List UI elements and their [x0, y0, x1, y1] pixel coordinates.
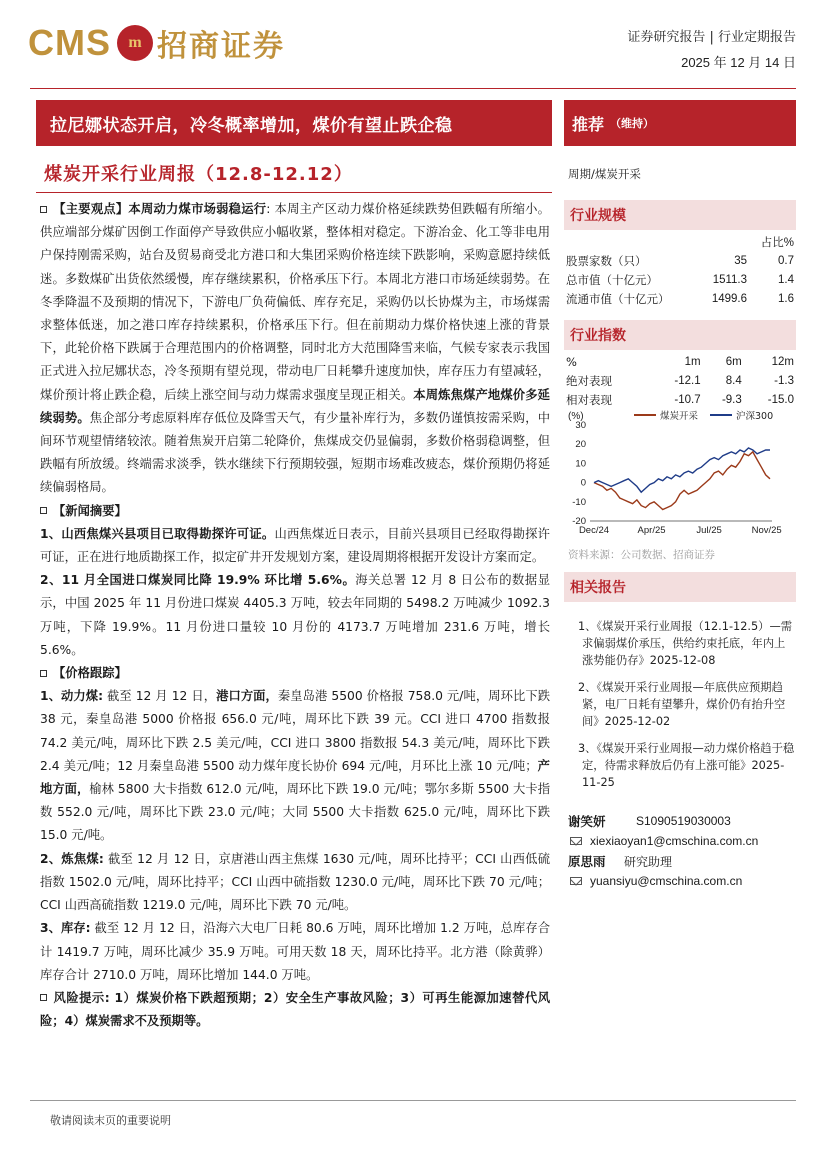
analyst-email[interactable]: yuansiyu@cmschina.com.cn [590, 874, 743, 888]
y-tick-label: -20 [572, 516, 586, 527]
risk-paragraph [40, 987, 550, 1033]
table-header-row [564, 352, 796, 371]
table-header-cell: 6m [725, 355, 742, 368]
table-cell: -9.3 [721, 393, 742, 406]
checkbox-bullet-icon [40, 670, 47, 677]
table-cell: 流通市值（十亿元） [566, 291, 670, 306]
reports-section-title: 相关报告 [564, 572, 796, 602]
table-cell: 1499.6 [711, 292, 748, 305]
main-view-paragraph [40, 198, 550, 500]
index-chart [564, 409, 796, 545]
chart-source: 资料来源：公司数据、招商证券 [568, 549, 715, 561]
chart-unit-label: (%) [568, 411, 584, 422]
checkbox-bullet-icon [40, 507, 47, 514]
section-label: 风险提示: [53, 990, 110, 1005]
index-section-title: 行业指数 [564, 320, 796, 350]
analyst-email-row [568, 871, 796, 891]
section-label: 【主要观点】 [53, 202, 129, 216]
price-item-2 [40, 848, 550, 918]
paragraph-text: 秦皇岛港 5500 价格报 758.0 元/吨，周环比下跌 38 元，秦皇岛港 5000 价格报 656.0 元/吨，周环比下跌 39 元。CCI 进口 4700 指数报 74.2 美元/吨，周环比下跌 2.5 美元/吨，CCI 进口 3800 指数报 54.3 美元/吨，周环比下跌 2.4 美元/吨；12 月秦皇岛港 5500 动力煤年度长协价 694 元/吨，月环比上涨 10 元/吨； [40, 689, 550, 773]
legend-label: 沪深300 [736, 411, 774, 422]
page-header [0, 0, 826, 88]
x-tick-label: Jul/25 [696, 525, 722, 536]
table-header-row [564, 232, 796, 251]
news-item-1 [40, 523, 550, 569]
x-tick-label: Dec/24 [578, 525, 610, 536]
paragraph-text: 截至 12 月 12 日， [103, 689, 217, 704]
paragraph-text: 截至 12 月 12 日，京唐港山西主焦煤 1630 元/吨，周环比持平；CCI 山西低硫指数 1502.0 元/吨，周环比持平；CCI 山西中硫指数 1230.0 元/吨，周环比下跌 70 元/吨；CCI 山西高硫指数 1219.0 元/吨，周环比下跌 70 元/吨。 [40, 851, 550, 913]
report-date: 2025 年 12 月 14 日 [681, 55, 796, 70]
analyst-row [568, 811, 796, 831]
logo-chinese: 招商证券 [157, 29, 285, 64]
table-cell: 0.7 [778, 254, 794, 267]
related-reports [564, 618, 796, 791]
analyst-email[interactable]: xiexiaoyan1@cmschina.com.cn [590, 834, 759, 848]
index-table [564, 352, 796, 409]
news-heading [40, 500, 550, 523]
paragraph-text: 山西焦煤近日表示，目前兴县项目已经取得勘探许可证，正在进行地质勘探工作，拟定矿井开发规划方案，建设周期将根据开发设计方案而定。 [40, 526, 550, 565]
section-label: 【新闻摘要】 [53, 503, 127, 518]
analyst-id: S1090519030003 [636, 814, 731, 828]
logo-badge-icon: m [117, 25, 153, 61]
table-cell: -10.7 [674, 393, 701, 406]
paragraph-text: : 本周主产区动力煤价格延续跌势但跌幅有所缩小。供应端部分煤矿因倒工作面停产导致供应小幅收紧，整体相对稳定。下游冶金、化工等非电用户保持刚需采购，站台及贸易商受北方港口和大集团采购价格连续下跌影响，采购意愿持续低迷。多数煤矿出货依然缓慢，库存继续累积，价格承压下行。本周北方港口市场延续弱势。在冬季降温不及预期的情况下，下游电厂负荷偏低、库存充足，采购仍以长协煤为主，市场煤需求整体低迷，加之港口库存持续累积，价格承压下行。但在前期动力煤价格快速上涨的背景下，此轮价格下跌属于合理范围内的价格调整，同时北方大范围降雪来临，气候专家表示我国正式进入拉尼娜状态，冷冬预期有望兑现，带动电厂日耗攀升速度加快，库存压力有望减轻，煤价预计将止跌企稳，后续上涨空间与动力煤需求强度呈现正相关。 [40, 202, 550, 402]
y-tick-label: 10 [575, 458, 586, 470]
y-tick-label: -10 [572, 496, 586, 508]
table-cell: -12.1 [674, 374, 701, 387]
x-tick-label: Apr/25 [637, 525, 666, 536]
headline: 拉尼娜状态开启，冷冬概率增加，煤价有望止跌企稳 [36, 100, 552, 146]
y-tick-label: 30 [575, 420, 586, 431]
paragraph-text: 焦企部分考虑原料库存低位及降雪天气，有少量补库行为，多数仍谨慎按需采购，中间环节观望情绪较浓。随着焦炭开启第二轮降价，焦煤成交仍显偏弱，多数价格弱稳调整，但跌幅有所放缓。终端需求淡季，铁水继续下行预期较强，短期市场难改疲态，煤价预期仍将延续偏弱格局。 [40, 410, 550, 495]
table-row [564, 371, 796, 390]
checkbox-bullet-icon [40, 206, 47, 213]
table-cell: 相对表现 [566, 392, 612, 407]
sector-label: 周期/煤炭开采 [568, 167, 641, 181]
price-item-3 [40, 917, 550, 987]
paragraph-text: 榆林 5800 大卡指数 612.0 元/吨，周环比下跌 19.0 元/吨；鄂尔多斯 5500 大卡指数 552.0 元/吨，周环比下跌 23.0 元/吨；大同 5500 大卡指数 625.0 元/吨，周环比下跌 15.0 元/吨。 [40, 782, 550, 843]
analyst-name: 谢笑妍 [568, 814, 606, 829]
related-report-link[interactable]: 1、《煤炭开采行业周报（12.1-12.5）—需求偏弱煤价承压，供给约束托底，年内上涨势能仍存》2025-12-08 [578, 620, 793, 667]
bold-lead: 2、炼焦煤: [40, 851, 104, 866]
table-header-cell: 12m [771, 355, 794, 368]
x-tick-label: Nov/25 [751, 525, 782, 536]
analyst-name: 原思雨 [568, 854, 606, 869]
y-tick-label: 0 [580, 477, 586, 489]
table-row [564, 289, 796, 308]
price-item-1 [40, 685, 550, 847]
analyst-id: 研究助理 [624, 854, 673, 869]
logo-latin: CMS [28, 22, 111, 63]
table-cell: 35 [734, 254, 748, 267]
analyst-block [564, 811, 796, 891]
bold-lead: 本周动力煤市场弱稳运行 [128, 202, 267, 216]
bold-lead: 产地方面， [40, 758, 550, 797]
series-line [594, 452, 770, 510]
checkbox-bullet-icon [40, 994, 47, 1001]
report-type: 证券研究报告 | 行业定期报告 [627, 30, 796, 45]
rating-note: （维持） [610, 117, 655, 130]
table-header-cell: 占比% [760, 236, 794, 249]
related-report-link[interactable]: 3、《煤炭开采行业周报—动力煤价格趋于稳定，待需求释放后仍有上涨可能》2025-11-25 [578, 742, 795, 789]
table-cell: 总市值（十亿元） [566, 272, 658, 287]
bold-lead: 2、11 月全国进口煤炭同比降 19.9% 环比增 5.6%。 [40, 573, 356, 588]
rating-header [564, 100, 796, 146]
bold-lead: 1、动力煤: [40, 689, 104, 704]
bold-lead: 1、山西焦煤兴县项目已取得勘探许可证。 [40, 526, 275, 541]
table-cell: 1.4 [778, 273, 794, 286]
section-label: 【价格跟踪】 [53, 666, 127, 681]
bold-lead: 港口方面， [216, 689, 278, 704]
table-cell: 股票家数（只） [566, 253, 647, 268]
price-heading [40, 662, 550, 685]
paragraph-text: 1）煤炭价格下跌超预期；2）安全生产事故风险；3）可再生能源加速替代风险；4）煤炭需求不及预期等。 [40, 990, 551, 1029]
paragraph-text: 截至 12 月 12 日，沿海六大电厂日耗 80.6 万吨，周环比增加 1.2 万吨，总库存合计 1419.7 万吨，周环比减少 35.9 万吨。可用天数 18 天，周环比持平。北方港（除黄骅）库存合计 2710.0 万吨，周环比增加 144.0 万吨。 [40, 921, 550, 982]
analyst-row [568, 851, 796, 871]
legend-label: 煤炭开采 [660, 411, 699, 422]
table-header-cell: 1m [684, 355, 701, 368]
company-logo [28, 18, 290, 68]
y-tick-label: 20 [575, 439, 586, 451]
bold-lead: 3、库存: [40, 921, 91, 936]
mail-icon [570, 837, 582, 845]
rating-value: 推荐 [572, 114, 605, 134]
sidebar [564, 100, 796, 891]
related-report-link[interactable]: 2、《煤炭开采行业周报—年底供应预期趋紧，电厂日耗有望攀升，煤价仍有抬升空间》2025-12-02 [578, 681, 786, 728]
table-cell: 1.6 [778, 292, 794, 305]
table-row [564, 270, 796, 289]
table-cell: 1511.3 [712, 273, 748, 286]
subtitle-divider [36, 192, 552, 193]
table-cell: -1.3 [774, 374, 794, 387]
analyst-email-row [568, 831, 796, 851]
table-row [564, 251, 796, 270]
news-item-2 [40, 569, 550, 662]
table-cell: 绝对表现 [566, 373, 612, 388]
footer-divider [30, 1100, 796, 1101]
mail-icon [570, 877, 582, 885]
report-subtitle: 煤炭开采行业周报（12.8-12.12） [44, 164, 353, 185]
table-row [564, 390, 796, 409]
main-content [40, 198, 550, 1033]
scale-section-title: 行业规模 [564, 200, 796, 230]
scale-table [564, 232, 796, 308]
table-header-cell: % [566, 354, 577, 369]
header-divider [30, 88, 796, 89]
table-cell: -15.0 [767, 393, 794, 406]
bold-lead: 本周炼焦煤产地煤价多延续弱势。 [40, 387, 550, 425]
paragraph-text: 海关总署 12 月 8 日公布的数据显示，中国 2025 年 11 月份进口煤炭 4405.3 万吨，较去年同期的 5498.2 万吨减少 1092.3 万吨，下降 19.9%。11 月份进口量较 10 月份的 4173.7 万吨增加 231.6 万吨，增长 5.6%。 [40, 573, 550, 657]
table-cell: 8.4 [725, 374, 742, 387]
footer-note: 敬请阅读末页的重要说明 [50, 1114, 171, 1127]
